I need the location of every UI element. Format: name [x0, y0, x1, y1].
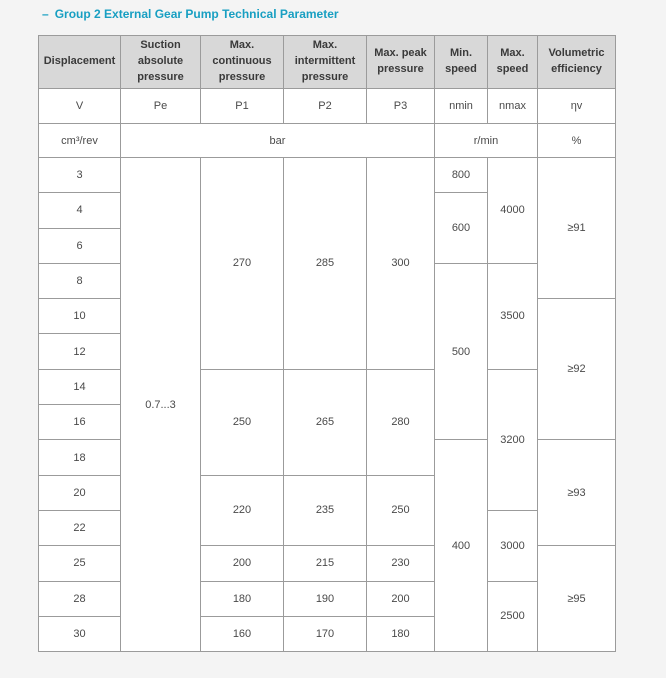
displacement-cell: 28 [39, 581, 121, 616]
unit-pressure: bar [121, 124, 435, 158]
displacement-cell: 22 [39, 510, 121, 545]
unit-efficiency: % [538, 124, 616, 158]
symbol-intermittent-pressure: P2 [284, 89, 367, 124]
symbol-row [39, 89, 616, 124]
peak-pressure-cell: 200 [367, 581, 435, 616]
volumetric-efficiency-cell: ≥92 [538, 299, 616, 440]
section-title: Group 2 External Gear Pump Technical Parameter [54, 7, 339, 21]
intermittent-pressure-cell: 285 [284, 158, 367, 370]
continuous-pressure-cell: 270 [201, 158, 284, 370]
displacement-cell: 18 [39, 440, 121, 475]
col-header-displacement: Displacement [39, 36, 121, 89]
symbol-continuous-pressure: P1 [201, 89, 284, 124]
unit-row [39, 124, 616, 158]
min-speed-cell: 400 [435, 440, 488, 652]
peak-pressure-cell: 180 [367, 616, 435, 651]
displacement-cell: 12 [39, 334, 121, 369]
displacement-cell: 25 [39, 546, 121, 581]
table-header-row [39, 36, 616, 89]
max-speed-cell: 4000 [488, 158, 538, 264]
displacement-cell: 16 [39, 405, 121, 440]
symbol-displacement: V [39, 89, 121, 124]
peak-pressure-cell: 280 [367, 369, 435, 475]
displacement-cell: 3 [39, 158, 121, 193]
continuous-pressure-cell: 220 [201, 475, 284, 546]
displacement-cell: 10 [39, 299, 121, 334]
col-header-peak-pressure: Max. peak pressure [367, 36, 435, 89]
continuous-pressure-cell: 160 [201, 616, 284, 651]
continuous-pressure-cell: 250 [201, 369, 284, 475]
volumetric-efficiency-cell: ≥95 [538, 546, 616, 652]
max-speed-cell: 3000 [488, 510, 538, 581]
min-speed-cell: 500 [435, 263, 488, 439]
max-speed-cell: 3200 [488, 369, 538, 510]
suction-pressure-cell: 0.7...3 [121, 158, 201, 652]
intermittent-pressure-cell: 235 [284, 475, 367, 546]
intermittent-pressure-cell: 170 [284, 616, 367, 651]
symbol-volumetric-efficiency: ηv [538, 89, 616, 124]
symbol-min-speed: nmin [435, 89, 488, 124]
min-speed-cell: 600 [435, 193, 488, 264]
symbol-peak-pressure: P3 [367, 89, 435, 124]
max-speed-cell: 3500 [488, 263, 538, 369]
intermittent-pressure-cell: 265 [284, 369, 367, 475]
displacement-cell: 4 [39, 193, 121, 228]
displacement-cell: 8 [39, 263, 121, 298]
peak-pressure-cell: 250 [367, 475, 435, 546]
intermittent-pressure-cell: 215 [284, 546, 367, 581]
section-header [42, 7, 339, 21]
technical-parameters-table [38, 35, 616, 652]
col-header-intermittent-pressure: Max. intermittent pressure [284, 36, 367, 89]
displacement-cell: 20 [39, 475, 121, 510]
intermittent-pressure-cell: 190 [284, 581, 367, 616]
displacement-cell: 14 [39, 369, 121, 404]
table-row [39, 158, 616, 193]
symbol-max-speed: nmax [488, 89, 538, 124]
col-header-suction-pressure: Suction absolute pressure [121, 36, 201, 89]
collapse-toggle-icon[interactable]: – [42, 7, 49, 21]
col-header-max-speed: Max. speed [488, 36, 538, 89]
continuous-pressure-cell: 180 [201, 581, 284, 616]
volumetric-efficiency-cell: ≥93 [538, 440, 616, 546]
col-header-volumetric-efficiency: Volumetric efficiency [538, 36, 616, 89]
continuous-pressure-cell: 200 [201, 546, 284, 581]
peak-pressure-cell: 300 [367, 158, 435, 370]
col-header-min-speed: Min. speed [435, 36, 488, 89]
volumetric-efficiency-cell: ≥91 [538, 158, 616, 299]
min-speed-cell: 800 [435, 158, 488, 193]
displacement-cell: 30 [39, 616, 121, 651]
symbol-suction-pressure: Pe [121, 89, 201, 124]
unit-speed: r/min [435, 124, 538, 158]
col-header-continuous-pressure: Max. continuous pressure [201, 36, 284, 89]
displacement-cell: 6 [39, 228, 121, 263]
unit-displacement: cm³/rev [39, 124, 121, 158]
peak-pressure-cell: 230 [367, 546, 435, 581]
max-speed-cell: 2500 [488, 581, 538, 652]
